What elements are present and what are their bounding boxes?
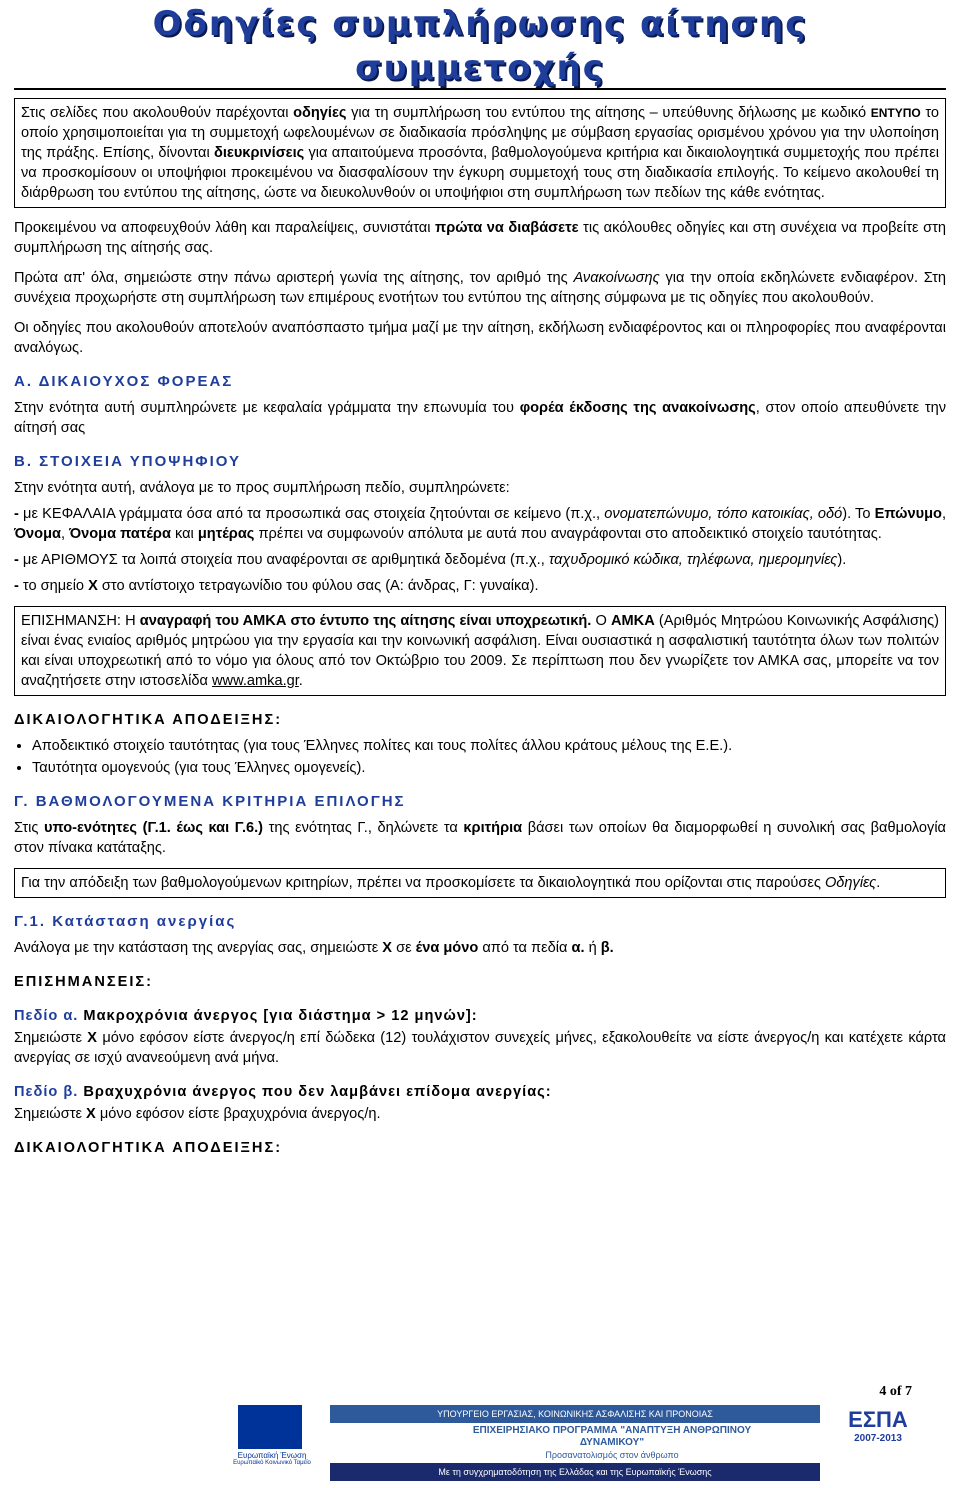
field-a-text: Σημειώστε Χ μόνο εφόσον είστε άνεργος/η επί δώδεκα (12) τουλάχιστον συνεχείς μήνες, εξακολουθείτε να είστε άνεργος/η και κατέχετε κάρτα ανεργίας σε ισχύ ανανεούμενη ανά μήνα. (14, 1030, 946, 1066)
g1-text: Ανάλογα με την κατάσταση της ανεργίας σας, σημειώστε Χ σε ένα μόνο από τα πεδία α. ή β. (14, 940, 614, 956)
slogan-banner: Με τη συγχρηματοδότηση της Ελλάδας και της Ευρωπαϊκής Ένωσης (330, 1463, 820, 1481)
section-b-heading: Β. ΣΤΟΙΧΕΙΑ ΥΠΟΨΗΦΙΟΥ (14, 453, 242, 470)
docs-heading-1: ΔΙΚΑΙΟΛΟΓΗΤΙΚΑ ΑΠΟΔΕΙΞΗΣ: (14, 712, 283, 728)
section-g-text: Στις υπο-ενότητες (Γ.1. έως και Γ.6.) της ενότητας Γ., δηλώνετε τα κριτήρια βάσει των οποίων θα διαμορφωθεί η συνολική σας βαθμολογία στον πίνακα κατάταξης. (14, 820, 946, 856)
list-item: • Αποδεικτικό στοιχείο ταυτότητας (για τους Έλληνες πολίτες και τους πολίτες άλλου κράτους μέλους της Ε.Ε.). (32, 736, 946, 756)
eu-flag-icon (238, 1405, 302, 1449)
amka-notice-box (14, 606, 946, 696)
proof-box (14, 868, 946, 898)
docs-heading-2: ΔΙΚΑΙΟΛΟΓΗΤΙΚΑ ΑΠΟΔΕΙΞΗΣ: (14, 1140, 283, 1156)
ministry-banner: ΥΠΟΥΡΓΕΙΟ ΕΡΓΑΣΙΑΣ, ΚΟΙΝΩΝΙΚΗΣ ΑΣΦΑΛΙΣΗΣ ΚΑΙ ΠΡΟΝΟΙΑΣ (330, 1405, 820, 1423)
page-number: 4 of 7 (879, 1384, 912, 1399)
section-b-item-text: - με ΚΕΦΑΛΑΙΑ γράμματα όσα από τα προσωπικά σας στοιχεία ζητούνται σε κείμενο (π.χ., ονοματεπώνυμο, τόπο κατοικίας, οδό). Το Επώνυμο, Όνομα, Όνομα πατέρα και μητέρας πρέπει να συμφωνούν απόλυτα με αυτά που αναγράφονται στο αποδεικτικό στοιχείο ταυτότητας. (14, 506, 947, 542)
footer-logos (232, 1401, 928, 1481)
section-b-item-numbers: - με ΑΡΙΘΜΟΥΣ τα λοιπά στοιχεία που αναφέρονται σε αριθμητικά δεδομένα (π.χ., ταχυδρομικό κώδικα, τηλέφωνα, ημερομηνίες). (14, 552, 847, 568)
title-line-2: συμμετοχής (355, 48, 605, 88)
field-b-text: Σημειώστε Χ μόνο εφόσον είστε βραχυχρόνια άνεργος/η. (14, 1106, 381, 1122)
amka-notice: ΕΠΙΣΗΜΑΝΣΗ: Η αναγραφή του ΑΜΚΑ στο έντυπο της αίτησης είναι υποχρεωτική. Ο ΑΜΚΑ (Αριθμός Μητρώου Κοινωνικής Ασφάλισης) είναι ένας ενιαίος αριθμός μητρώου για την εργασία και την κοινωνική ασφάλιση. Είναι ουσιαστικά η ασφαλιστική ταυτότητα όλων των πολιτών και είναι υποχρεωτική από το νόμο για όλους από τον Οκτώβριο του 2009. Σε περίπτωση που δεν γνωρίζετε τον ΑΜΚΑ σας, μπορείτε να τον αναζητήσετε στην ιστοσελίδα www.amka.gr. (21, 613, 939, 689)
espa-logo: ΕΣΠΑ 2007-2013 (848, 1407, 908, 1444)
section-g-heading: Γ. ΒΑΘΜΟΛΟΓΟΥΜΕΝΑ ΚΡΙΤΗΡΙΑ ΕΠΙΛΟΓΗΣ (14, 793, 406, 810)
intro-paragraph: Στις σελίδες που ακολουθούν παρέχονται οδηγίες για τη συμπλήρωση του εντύπου της αίτησης – υπεύθυνης δήλωσης με κωδικό ΕΝΤΥΠΟ το οποίο χρησιμοποιείται για τη συμμετοχή ωφελουμένων σε διαδικασία πρόσληψης με σύμβαση εργασίας ορισμένου χρόνου για την υλοποίηση της πράξης. Επίσης, δίνονται διευκρινίσεις για απαιτούμενα προσόντα, βαθμολογούμενα κριτήρια και δικαιολογητικά συμμετοχής που πρέπει να προσκομίσουν οι υποψήφιοι προκειμένου να διασφαλίσουν την έγκυρη συμμετοχή τους στη διαδικασία επιλογής. Το κείμενο ακολουθεί τη διάρθρωση του εντύπου της αίτησης, ώστε να διευκολυνθούν οι υποψήφιοι στη συμπλήρωση των πεδίων της κάθε ενότητας. (21, 105, 940, 201)
eu-label: Ευρωπαϊκή Ένωση Ευρωπαϊκό Κοινωνικό Ταμείο (233, 1451, 311, 1466)
proof-text: Για την απόδειξη των βαθμολογούμενων κριτηρίων, πρέπει να προσκομίσετε τα δικαιολογητικά που ορίζονται στις παρούσες Οδηγίες. (21, 875, 881, 891)
notes-heading: ΕΠΙΣΗΜΑΝΣΕΙΣ: (14, 974, 154, 990)
section-a-heading: Α. ΔΙΚΑΙΟΥΧΟΣ ΦΟΡΕΑΣ (14, 373, 234, 390)
document-body (14, 98, 946, 1164)
paragraph-integral: Οι οδηγίες που ακολουθούν αποτελούν αναπόσπαστο τμήμα μαζί με την αίτηση, εκδήλωση ενδιαφέροντος και οι πληροφορίες που αναφέρονται αναλόγως. (14, 320, 946, 356)
docs-list (14, 736, 946, 778)
intro-box (14, 98, 946, 208)
program-label: ΕΠΙΧΕΙΡΗΣΙΑΚΟ ΠΡΟΓΡΑΜΜΑ "ΑΝΑΠΤΥΞΗ ΑΝΘΡΩΠΙΝΟΥ ΔΥΝΑΜΙΚΟΥ" Προσανατολισμός στον άνθρωπο (472, 1425, 752, 1460)
g1-heading: Γ.1. Κατάσταση ανεργίας (14, 913, 237, 930)
field-b-heading: Πεδίο β. Βραχυχρόνια άνεργος που δεν λαμβάνει επίδομα ανεργίας: (14, 1084, 552, 1100)
title-rule (14, 88, 946, 90)
title-line-1: Οδηγίες συμπλήρωσης αίτησης (152, 4, 808, 44)
amka-link[interactable]: www.amka.gr (212, 673, 299, 689)
section-a-text: Στην ενότητα αυτή συμπληρώνετε με κεφαλαία γράμματα την επωνυμία του φορέα έκδοσης της ανακοίνωσης, στον οποίο απευθύνετε την αίτησή σας (14, 400, 946, 436)
section-b-item-gender: - το σημείο Χ στο αντίστοιχο τετραγωνίδιο του φύλου σας (Α: άνδρας, Γ: γυναίκα). (14, 578, 539, 594)
list-item: • Ταυτότητα ομογενούς (για τους Έλληνες ομογενείς). (32, 758, 946, 778)
page-title (0, 2, 960, 90)
paragraph-instructions: Προκειμένου να αποφευχθούν λάθη και παραλείψεις, συνιστάται πρώτα να διαβάσετε τις ακόλουθες οδηγίες και στη συνέχεια να προβείτε στη συμπλήρωση της αίτησής σας. (14, 220, 946, 256)
section-b-intro: Στην ενότητα αυτή, ανάλογα με το προς συμπλήρωση πεδίο, συμπληρώνετε: (14, 480, 510, 496)
paragraph-announcement: Πρώτα απ' όλα, σημειώστε στην πάνω αριστερή γωνία της αίτησης, τον αριθμό της Ανακοίνωσης για την οποία εκδηλώνετε ενδιαφέρον. Στη συνέχεια προχωρήστε στη συμπλήρωση των επιμέρους ενοτήτων του εντύπου της αίτησης σύμφωνα με τις οδηγίες που ακολουθούν. (14, 270, 946, 306)
field-a-heading: Πεδίο α. Μακροχρόνια άνεργος [για διάστημα > 12 μηνών]: (14, 1008, 478, 1024)
